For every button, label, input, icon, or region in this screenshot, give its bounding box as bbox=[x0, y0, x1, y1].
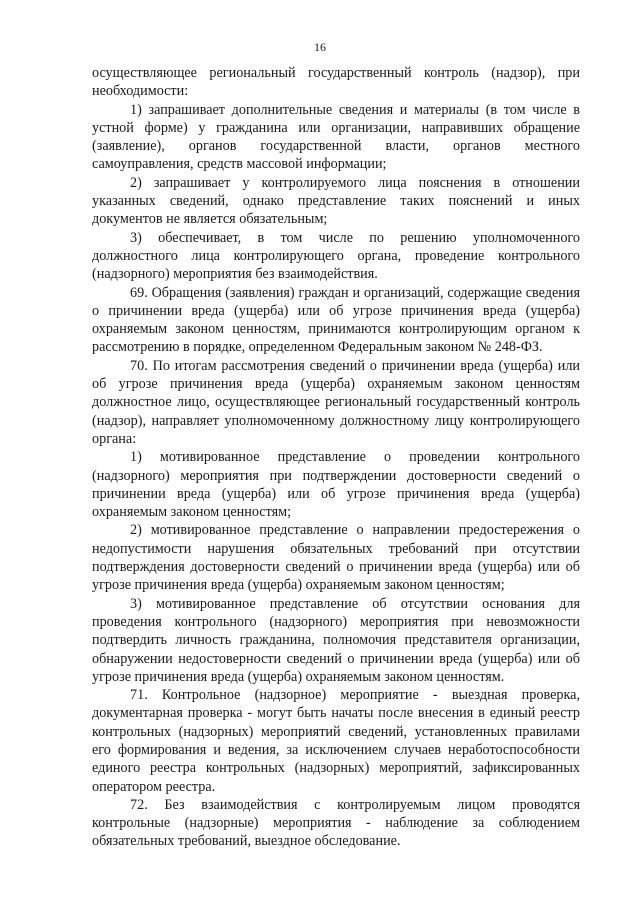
paragraph-69: 69. Обращения (заявления) граждан и организаций, содержащие сведения о причинении вреда (ущерба) или об угрозе причинения вреда (ущерба) охраняемым законом ценностям, принимаются контролирующим органом к рассмотрению в порядке, определенном Федеральным законом № 248-ФЗ. bbox=[92, 284, 580, 356]
document-body bbox=[92, 64, 580, 851]
paragraph-70-item-2: 2) мотивированное представление о направлении предостережения о недопустимости нарушения обязательных требований при отсутствии подтверждения достоверности сведений о причинении вреда (ущерба) или об угрозе причинения вреда (ущерба) охраняемым законом ценностям; bbox=[92, 522, 580, 594]
paragraph-item-2: 2) запрашивает у контролируемого лица пояснения в отношении указанных сведений, однако представление таких пояснений и иных документов не является обязательным; bbox=[92, 174, 580, 228]
paragraph-71: 71. Контрольное (надзорное) мероприятие - выездная проверка, документарная проверка - могут быть начаты после внесения в единый реестр контрольных (надзорных) мероприятий сведений, установленных правилами его формирования и ведения, за исключением случаев неработоспособности единого реестра контрольных (надзорных) мероприятий, зафиксированных оператором реестра. bbox=[92, 687, 580, 795]
paragraph-70-item-1: 1) мотивированное представление о проведении контрольного (надзорного) мероприятия при подтверждении достоверности сведений о причинении вреда (ущерба) или об угрозе причинения вреда (ущерба) охраняемым законом ценностям; bbox=[92, 449, 580, 521]
paragraph-item-1: 1) запрашивает дополнительные сведения и материалы (в том числе в устной форме) у гражданина или организации, направивших обращение (заявление), органов государственной власти, органов местного самоуправления, средств массовой информации; bbox=[92, 101, 580, 173]
paragraph-item-3: 3) обеспечивает, в том числе по решению уполномоченного должностного лица контролирующего органа, проведение контрольного (надзорного) мероприятия без взаимодействия. bbox=[92, 229, 580, 283]
paragraph-70-item-3: 3) мотивированное представление об отсутствии основания для проведения контрольного (надзорного) мероприятия при невозможности подтвердить личность гражданина, полномочия представителя организации, обнаружении недостоверности сведений о причинении вреда (ущерба) или об угрозе причинения вреда (ущерба) охраняемым законом ценностям. bbox=[92, 595, 580, 685]
page-number: 16 bbox=[314, 40, 326, 54]
paragraph-continuation: осуществляющее региональный государственный контроль (надзор), при необходимости: bbox=[92, 65, 580, 100]
paragraph-72: 72. Без взаимодействия с контролируемым лицом проводятся контрольные (надзорные) мероприятия - наблюдение за соблюдением обязательных требований, выездное обследование. bbox=[92, 796, 580, 850]
paragraph-70: 70. По итогам рассмотрения сведений о причинении вреда (ущерба) или об угрозе причинения вреда (ущерба) охраняемым законом ценностям должностное лицо, осуществляющее региональный государственный контроль (надзор), направляет уполномоченному должностному лицу контролирующего органа: bbox=[92, 357, 580, 447]
